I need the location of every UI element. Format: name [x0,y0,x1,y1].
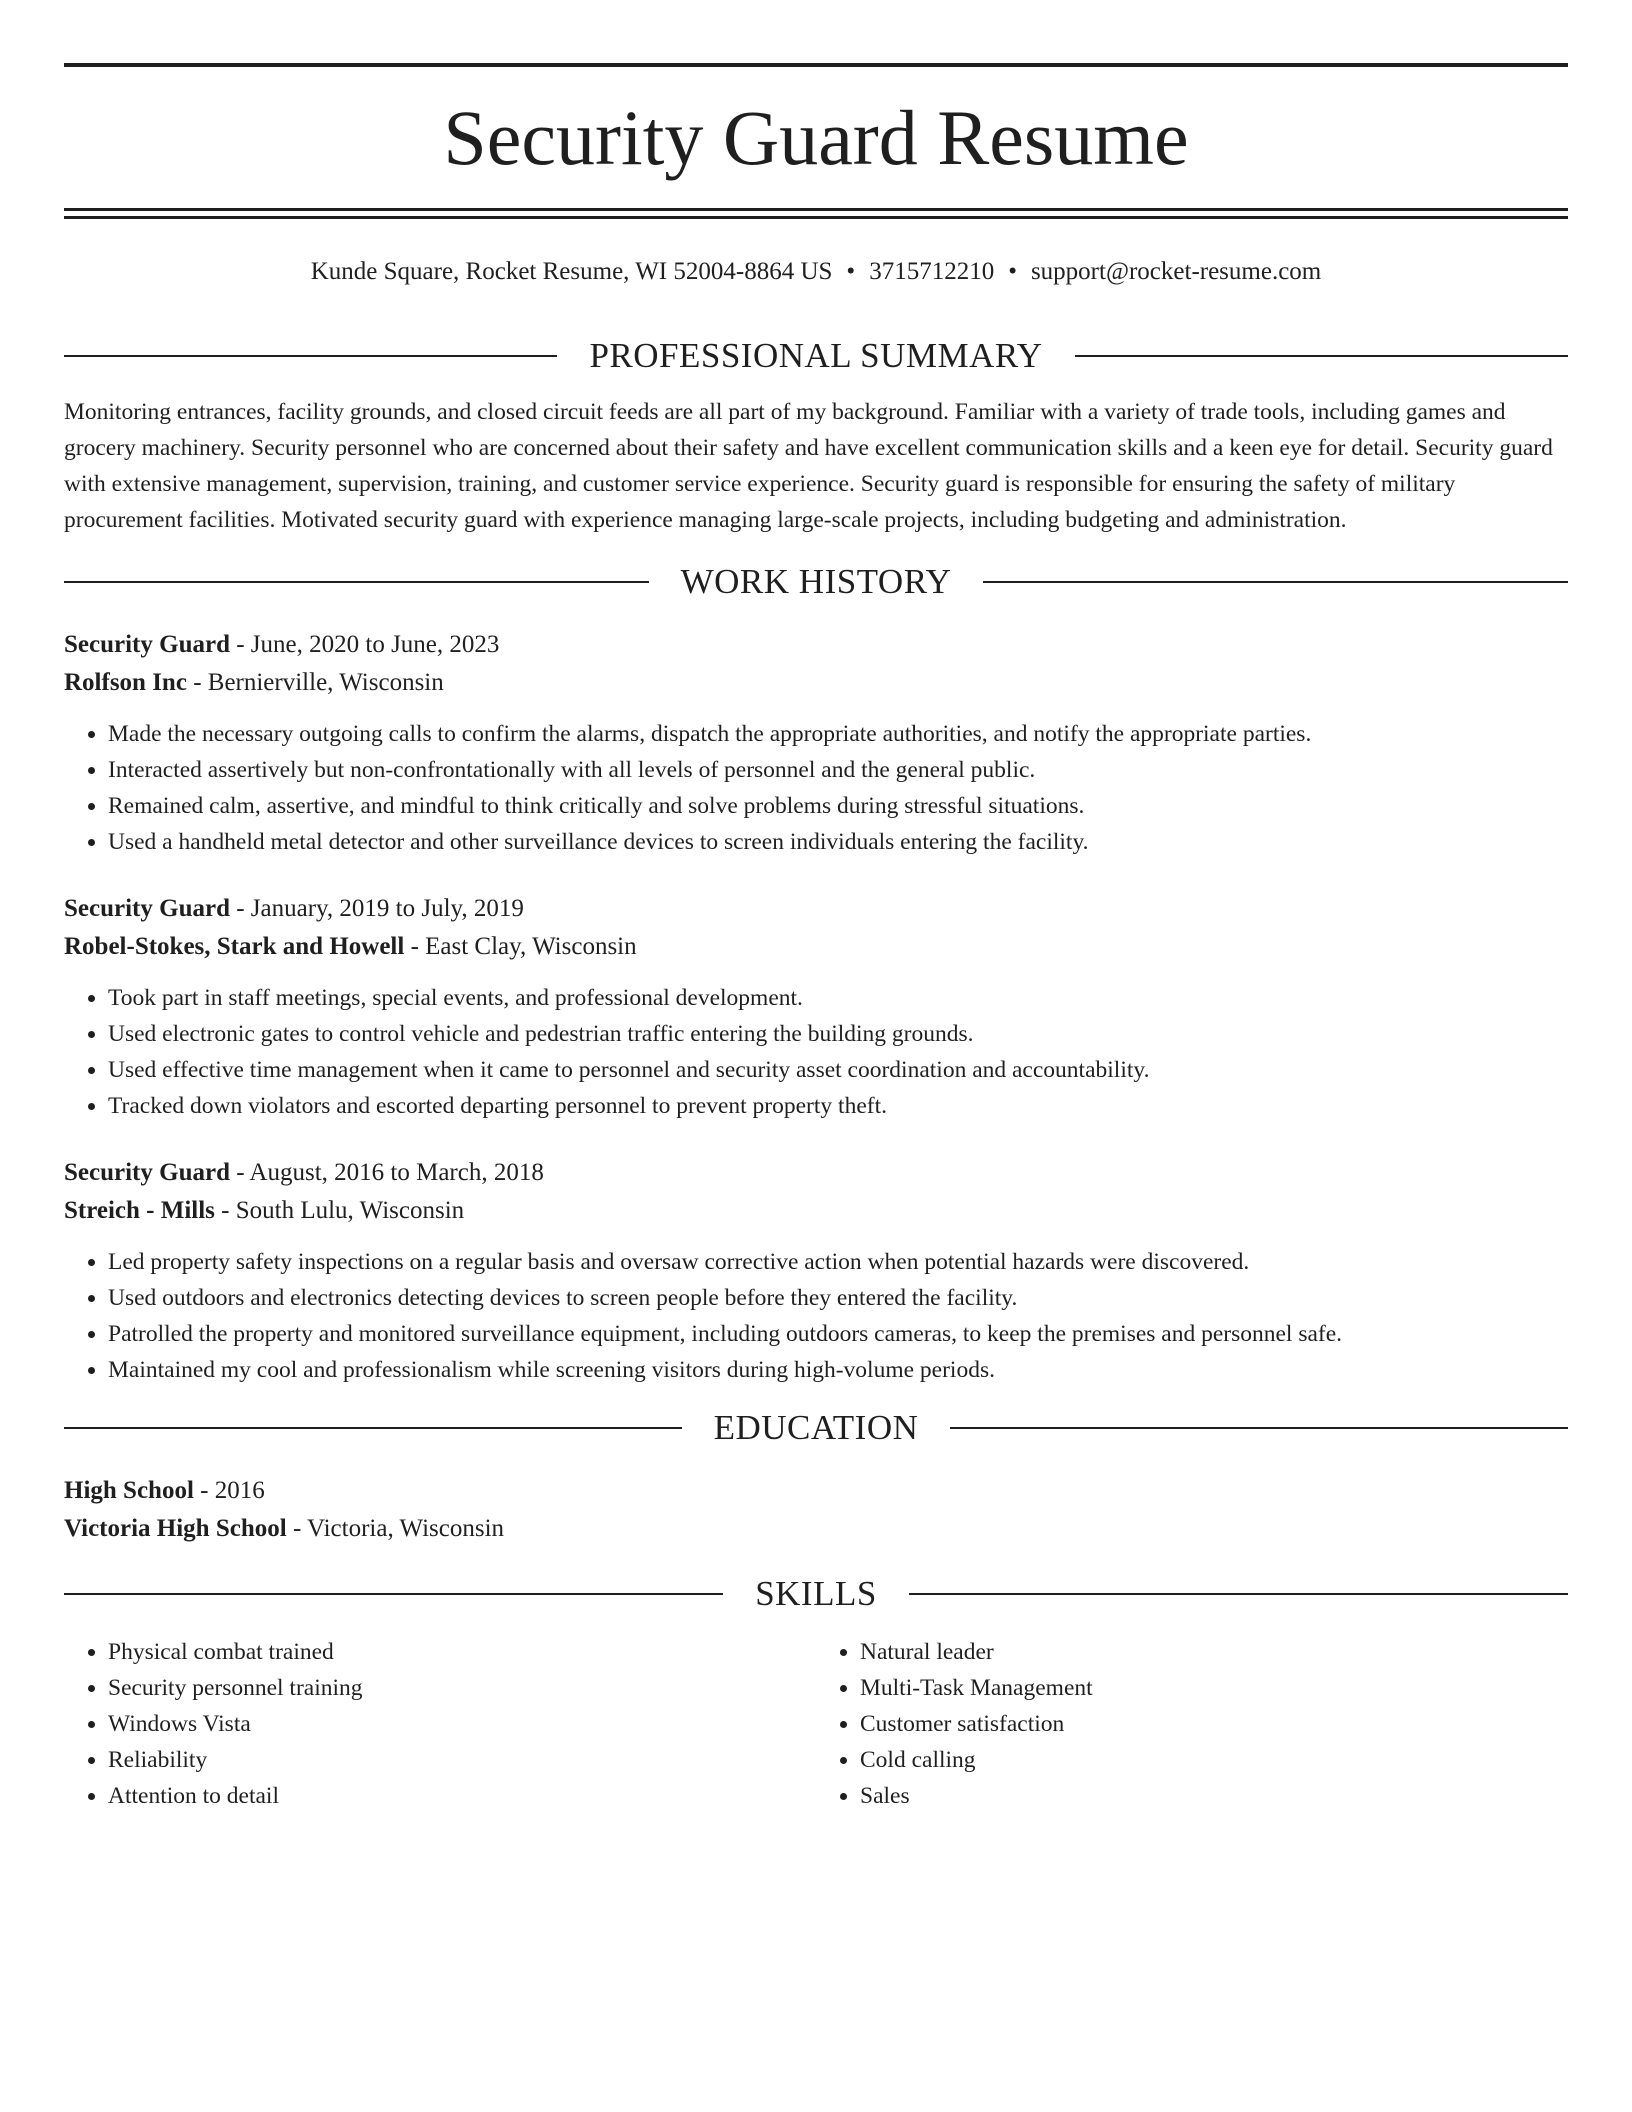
job-bullet: • Used effective time management when it came to personnel and security asset coordination and accountability. [108,1052,1568,1088]
job-bullets [64,980,1568,1124]
job-entry [64,890,1568,1124]
job-location: - Bernierville, Wisconsin [186,669,444,696]
divider-line [950,1427,1568,1429]
title-double-rule [64,208,1568,219]
skill-item: • Sales [860,1778,1568,1814]
divider-line [64,1593,723,1595]
section-title: PROFESSIONAL SUMMARY [589,336,1043,375]
job-company: Streich - Mills [64,1197,215,1224]
education-school: Victoria High School [64,1515,287,1542]
contact-phone: 3715712210 [869,258,995,285]
contact-line [64,252,1568,292]
summary-text: Monitoring entrances, facility grounds, and closed circuit feeds are all part of my background. Familiar with a variety of trade tools, including games and grocery machinery. Security personnel who are concerned about their safety and have excellent communication skills and a keen eye for detail. Security guard with extensive management, supervision, training, and customer service experience. Security guard is responsible for ensuring the safety of military procurement facilities. Motivated security guard with experience managing large-scale projects, including budgeting and administration. [64,399,1553,533]
education-degree: High School [64,1477,194,1504]
job-bullet: • Used outdoors and electronics detecting devices to screen people before they entered the facility. [108,1280,1568,1316]
job-location: - East Clay, Wisconsin [404,933,637,960]
education-entry [64,1472,1568,1548]
job-company-line [64,928,1568,966]
skill-item: • Multi-Task Management [860,1670,1568,1706]
job-bullet: • Remained calm, assertive, and mindful to think critically and solve problems during stressful situations. [108,788,1568,824]
job-bullet: • Made the necessary outgoing calls to confirm the alarms, dispatch the appropriate authorities, and notify the appropriate parties. [108,716,1568,752]
skill-item: • Windows Vista [108,1706,816,1742]
skill-item: • Cold calling [860,1742,1568,1778]
job-company: Robel-Stokes, Stark and Howell [64,933,405,960]
job-company-line [64,664,1568,702]
job-bullets [64,716,1568,860]
job-bullet: • Interacted assertively but non-confrontationally with all levels of personnel and the general public. [108,752,1568,788]
job-dates: - January, 2019 to July, 2019 [229,895,524,922]
skills-list-right [816,1634,1568,1814]
education-school-line [64,1510,1568,1548]
job-title-line [64,1154,1568,1192]
divider-line [909,1593,1568,1595]
section-heading-skills [64,1566,1568,1622]
job-dates: - June, 2020 to June, 2023 [229,631,500,658]
job-bullet: • Used a handheld metal detector and other surveillance devices to screen individuals entering the facility. [108,824,1568,860]
divider-line [64,581,649,583]
job-bullet: • Used electronic gates to control vehicle and pedestrian traffic entering the building grounds. [108,1016,1568,1052]
contact-separator: • [1008,258,1017,285]
job-location: - South Lulu, Wisconsin [214,1197,465,1224]
skill-item: • Physical combat trained [108,1634,816,1670]
job-bullet: • Took part in staff meetings, special events, and professional development. [108,980,1568,1016]
job-entry [64,626,1568,860]
job-bullets [64,1244,1568,1388]
resume-title: Security Guard Resume [443,94,1189,181]
skill-item: • Customer satisfaction [860,1706,1568,1742]
skill-item: • Reliability [108,1742,816,1778]
job-entry [64,1154,1568,1388]
job-bullet: • Maintained my cool and professionalism while screening visitors during high-volume periods. [108,1352,1568,1388]
divider-line [64,355,557,357]
job-title-line [64,626,1568,664]
education-year: - 2016 [193,1477,265,1504]
skill-item: • Natural leader [860,1634,1568,1670]
contact-email: support@rocket-resume.com [1030,258,1322,285]
skills-list-left [64,1634,816,1814]
education-location: - Victoria, Wisconsin [286,1515,505,1542]
skills-columns [64,1634,1568,1814]
top-rule [64,63,1568,67]
resume-content [64,328,1568,1814]
skill-item: • Attention to detail [108,1778,816,1814]
section-title: SKILLS [755,1574,877,1613]
job-title-line [64,890,1568,928]
contact-address: Kunde Square, Rocket Resume, WI 52004-8864 US [310,258,833,285]
job-dates: - August, 2016 to March, 2018 [229,1159,544,1186]
education-degree-line [64,1472,1568,1510]
job-title: Security Guard [64,1159,230,1186]
divider-line [64,1427,682,1429]
job-company-line [64,1192,1568,1230]
divider-line [1075,355,1568,357]
divider-line [983,581,1568,583]
section-heading-work-history [64,554,1568,610]
job-title: Security Guard [64,631,230,658]
section-title: EDUCATION [713,1408,919,1447]
job-company: Rolfson Inc [64,669,187,696]
section-heading-education [64,1400,1568,1456]
section-heading-summary [64,328,1568,384]
contact-separator: • [846,258,856,285]
job-bullet: • Led property safety inspections on a regular basis and oversaw corrective action when potential hazards were discovered. [108,1244,1568,1280]
skill-item: • Security personnel training [108,1670,816,1706]
job-bullet: • Patrolled the property and monitored surveillance equipment, including outdoors cameras, to keep the premises and personnel safe. [108,1316,1568,1352]
section-title: WORK HISTORY [680,562,952,601]
job-title: Security Guard [64,895,230,922]
job-bullet: • Tracked down violators and escorted departing personnel to prevent property theft. [108,1088,1568,1124]
